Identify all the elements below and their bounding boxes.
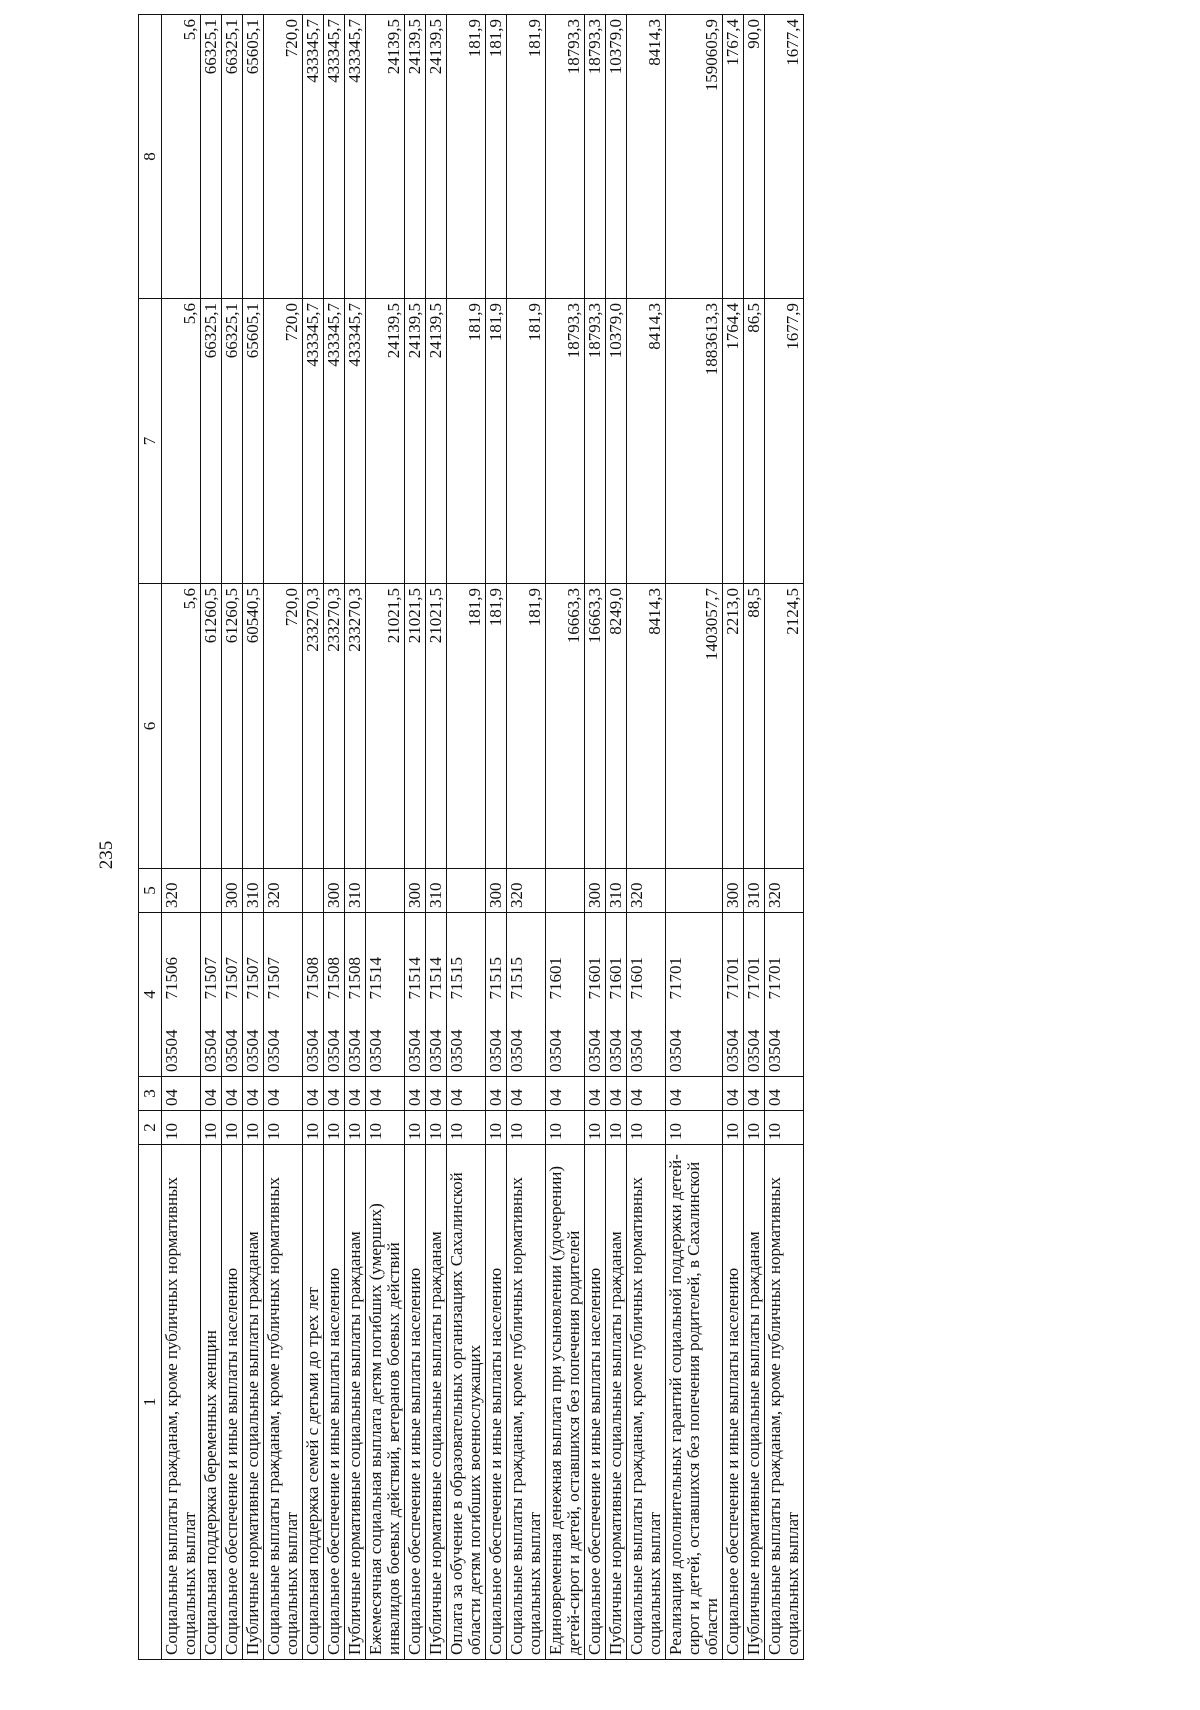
- row-direction-code: 71515: [507, 957, 526, 1000]
- row-target-article: [303, 913, 324, 1077]
- table-row: [627, 15, 666, 1660]
- row-amount-col7: 5,6: [162, 299, 201, 584]
- row-amount-col8: 24139,5: [366, 15, 405, 299]
- row-direction-code: 71507: [201, 957, 220, 1000]
- row-amount-col6: 2124,5: [765, 584, 804, 869]
- row-amount-col6: 233270,3: [345, 584, 366, 869]
- row-name: Социальная поддержка семей с детьми до трех лет: [303, 1145, 324, 1660]
- row-subsection: 04: [507, 1077, 546, 1111]
- row-amount-col6: 181,9: [447, 584, 486, 869]
- row-amount-col8: 1767,4: [723, 15, 744, 299]
- table-row: [447, 15, 486, 1660]
- header-col-5: 5: [139, 869, 162, 913]
- row-target-article: [546, 913, 585, 1077]
- row-target-article: [507, 913, 546, 1077]
- row-name: Публичные нормативные социальные выплаты гражданам: [744, 1145, 765, 1660]
- row-program-code: 03504: [447, 1029, 466, 1072]
- row-amount-col8: 66325,1: [222, 15, 243, 299]
- row-subsection: 04: [447, 1077, 486, 1111]
- row-expense-type: 310: [345, 869, 366, 913]
- row-amount-col8: 720,0: [264, 15, 303, 299]
- row-direction-code: 71508: [303, 957, 322, 1000]
- row-subsection: 04: [486, 1077, 507, 1111]
- row-subsection: 04: [627, 1077, 666, 1111]
- row-target-article: [366, 913, 405, 1077]
- row-program-code: 03504: [201, 1029, 220, 1072]
- row-program-code: 03504: [486, 1029, 505, 1072]
- row-expense-type: 320: [264, 869, 303, 913]
- row-program-code: 03504: [585, 1029, 604, 1072]
- budget-table: [138, 14, 804, 1660]
- header-col-2: 2: [139, 1111, 162, 1145]
- row-section: 10: [405, 1111, 426, 1145]
- table-body: [162, 15, 804, 1660]
- row-subsection: 04: [264, 1077, 303, 1111]
- row-expense-type: [447, 869, 486, 913]
- row-amount-col7: 8414,3: [627, 299, 666, 584]
- row-target-article: [723, 913, 744, 1077]
- row-section: 10: [324, 1111, 345, 1145]
- row-target-article: [345, 913, 366, 1077]
- header-col-3: 3: [139, 1077, 162, 1111]
- table-row: [405, 15, 426, 1660]
- table-row: [366, 15, 405, 1660]
- row-subsection: 04: [366, 1077, 405, 1111]
- row-amount-col8: 18793,3: [546, 15, 585, 299]
- row-amount-col6: 181,9: [486, 584, 507, 869]
- row-amount-col8: 181,9: [486, 15, 507, 299]
- row-target-article: [162, 913, 201, 1077]
- row-expense-type: [366, 869, 405, 913]
- row-amount-col6: 21021,5: [405, 584, 426, 869]
- row-program-code: 03504: [507, 1029, 526, 1072]
- row-section: 10: [507, 1111, 546, 1145]
- row-amount-col6: 233270,3: [303, 584, 324, 869]
- row-section: 10: [447, 1111, 486, 1145]
- row-direction-code: 71601: [606, 957, 625, 1000]
- table-row: [222, 15, 243, 1660]
- row-program-code: 03504: [744, 1029, 763, 1072]
- row-amount-col8: 90,0: [744, 15, 765, 299]
- table-row: [744, 15, 765, 1660]
- row-amount-col7: 181,9: [486, 299, 507, 584]
- row-amount-col8: 433345,7: [345, 15, 366, 299]
- row-subsection: 04: [222, 1077, 243, 1111]
- row-amount-col7: 18793,3: [546, 299, 585, 584]
- row-amount-col7: 181,9: [447, 299, 486, 584]
- row-amount-col8: 433345,7: [324, 15, 345, 299]
- row-name: Социальное обеспечение и иные выплаты населению: [486, 1145, 507, 1660]
- row-target-article: [666, 913, 723, 1077]
- row-name: Социальное обеспечение и иные выплаты населению: [222, 1145, 243, 1660]
- row-program-code: 03504: [765, 1029, 784, 1072]
- row-amount-col8: 65605,1: [243, 15, 264, 299]
- row-amount-col8: 8414,3: [627, 15, 666, 299]
- row-section: 10: [606, 1111, 627, 1145]
- table-row: [666, 15, 723, 1660]
- row-amount-col8: 10379,0: [606, 15, 627, 299]
- row-expense-type: 300: [324, 869, 345, 913]
- row-name: Социальное обеспечение и иные выплаты населению: [324, 1145, 345, 1660]
- row-direction-code: 71507: [222, 957, 241, 1000]
- row-expense-type: 320: [765, 869, 804, 913]
- row-expense-type: [201, 869, 222, 913]
- row-amount-col6: 2213,0: [723, 584, 744, 869]
- table-row: [162, 15, 201, 1660]
- row-name: Публичные нормативные социальные выплаты гражданам: [606, 1145, 627, 1660]
- row-section: 10: [765, 1111, 804, 1145]
- row-target-article: [426, 913, 447, 1077]
- row-amount-col8: 18793,3: [585, 15, 606, 299]
- table-row: [243, 15, 264, 1660]
- row-direction-code: 71508: [324, 957, 343, 1000]
- row-amount-col8: 24139,5: [405, 15, 426, 299]
- table-row: [507, 15, 546, 1660]
- row-amount-col6: 61260,5: [201, 584, 222, 869]
- row-direction-code: 71515: [447, 957, 466, 1000]
- row-amount-col8: 5,6: [162, 15, 201, 299]
- header-col-4: 4: [139, 913, 162, 1077]
- row-expense-type: 300: [585, 869, 606, 913]
- table-header-row: [139, 15, 162, 1660]
- table-row: [264, 15, 303, 1660]
- row-name: Социальная поддержка беременных женщин: [201, 1145, 222, 1660]
- row-amount-col7: 24139,5: [366, 299, 405, 584]
- row-section: 10: [426, 1111, 447, 1145]
- row-section: 10: [366, 1111, 405, 1145]
- row-program-code: 03504: [303, 1029, 322, 1072]
- row-amount-col6: 8414,3: [627, 584, 666, 869]
- row-amount-col6: 720,0: [264, 584, 303, 869]
- row-expense-type: [546, 869, 585, 913]
- row-amount-col7: 1677,9: [765, 299, 804, 584]
- row-section: 10: [345, 1111, 366, 1145]
- table-row: [606, 15, 627, 1660]
- row-subsection: 04: [765, 1077, 804, 1111]
- row-program-code: 03504: [324, 1029, 343, 1072]
- row-amount-col6: 16663,3: [585, 584, 606, 869]
- row-expense-type: 310: [426, 869, 447, 913]
- row-amount-col6: 1403057,7: [666, 584, 723, 869]
- row-subsection: 04: [585, 1077, 606, 1111]
- row-target-article: [243, 913, 264, 1077]
- row-direction-code: 71601: [627, 957, 646, 1000]
- row-amount-col8: 433345,7: [303, 15, 324, 299]
- row-expense-type: 310: [744, 869, 765, 913]
- row-name: Социальные выплаты гражданам, кроме публичных нормативных социальных выплат: [162, 1145, 201, 1660]
- row-amount-col8: 1677,4: [765, 15, 804, 299]
- row-program-code: 03504: [366, 1029, 385, 1072]
- row-amount-col7: 1764,4: [723, 299, 744, 584]
- row-program-code: 03504: [264, 1029, 283, 1072]
- row-name: Социальные выплаты гражданам, кроме публичных нормативных социальных выплат: [264, 1145, 303, 1660]
- row-program-code: 03504: [606, 1029, 625, 1072]
- row-program-code: 03504: [222, 1029, 241, 1072]
- row-name: Оплата за обучение в образовательных организациях Сахалинской области детям погибших военнослужащих: [447, 1145, 486, 1660]
- row-target-article: [585, 913, 606, 1077]
- row-expense-type: 300: [486, 869, 507, 913]
- row-target-article: [222, 913, 243, 1077]
- row-section: 10: [243, 1111, 264, 1145]
- row-direction-code: 71515: [486, 957, 505, 1000]
- row-amount-col6: 233270,3: [324, 584, 345, 869]
- table-row: [303, 15, 324, 1660]
- row-direction-code: 71601: [546, 957, 565, 1000]
- row-amount-col7: 10379,0: [606, 299, 627, 584]
- row-amount-col7: 65605,1: [243, 299, 264, 584]
- row-target-article: [627, 913, 666, 1077]
- row-direction-code: 71514: [405, 957, 424, 1000]
- row-subsection: 04: [201, 1077, 222, 1111]
- row-direction-code: 71506: [162, 957, 181, 1000]
- row-name: Социальные выплаты гражданам, кроме публичных нормативных социальных выплат: [627, 1145, 666, 1660]
- row-amount-col6: 8249,0: [606, 584, 627, 869]
- row-direction-code: 71701: [666, 957, 685, 1000]
- row-section: 10: [162, 1111, 201, 1145]
- row-subsection: 04: [303, 1077, 324, 1111]
- row-direction-code: 71701: [765, 957, 784, 1000]
- row-direction-code: 71507: [264, 957, 283, 1000]
- row-amount-col7: 433345,7: [345, 299, 366, 584]
- header-col-7: 7: [139, 299, 162, 584]
- row-expense-type: 320: [627, 869, 666, 913]
- table-row: [345, 15, 366, 1660]
- row-expense-type: 300: [405, 869, 426, 913]
- row-amount-col6: 181,9: [507, 584, 546, 869]
- row-expense-type: 300: [723, 869, 744, 913]
- row-target-article: [486, 913, 507, 1077]
- row-subsection: 04: [744, 1077, 765, 1111]
- row-name: Единовременная денежная выплата при усыновлении (удочерении) детей-сирот и детей, оставшихся без попечения родителей: [546, 1145, 585, 1660]
- row-direction-code: 71514: [366, 957, 385, 1000]
- row-subsection: 04: [324, 1077, 345, 1111]
- row-expense-type: [666, 869, 723, 913]
- row-expense-type: 320: [162, 869, 201, 913]
- row-section: 10: [201, 1111, 222, 1145]
- row-name: Социальные выплаты гражданам, кроме публичных нормативных социальных выплат: [507, 1145, 546, 1660]
- row-direction-code: 71701: [723, 957, 742, 1000]
- row-subsection: 04: [546, 1077, 585, 1111]
- row-amount-col6: 21021,5: [426, 584, 447, 869]
- row-direction-code: 71701: [744, 957, 763, 1000]
- row-amount-col8: 24139,5: [426, 15, 447, 299]
- row-subsection: 04: [405, 1077, 426, 1111]
- row-direction-code: 71514: [426, 957, 445, 1000]
- row-program-code: 03504: [345, 1029, 364, 1072]
- row-section: 10: [744, 1111, 765, 1145]
- row-name: Публичные нормативные социальные выплаты гражданам: [243, 1145, 264, 1660]
- row-amount-col6: 5,6: [162, 584, 201, 869]
- row-section: 10: [627, 1111, 666, 1145]
- table-row: [765, 15, 804, 1660]
- table-row: [723, 15, 744, 1660]
- row-amount-col8: 66325,1: [201, 15, 222, 299]
- row-expense-type: 300: [222, 869, 243, 913]
- row-target-article: [264, 913, 303, 1077]
- row-expense-type: 320: [507, 869, 546, 913]
- row-target-article: [324, 913, 345, 1077]
- row-amount-col6: 61260,5: [222, 584, 243, 869]
- row-name: Ежемесячная социальная выплата детям погибших (умерших) инвалидов боевых действий, ветеранов боевых действий: [366, 1145, 405, 1660]
- row-subsection: 04: [723, 1077, 744, 1111]
- row-amount-col7: 24139,5: [426, 299, 447, 584]
- row-amount-col7: 86,5: [744, 299, 765, 584]
- table-row: [324, 15, 345, 1660]
- row-target-article: [606, 913, 627, 1077]
- row-subsection: 04: [666, 1077, 723, 1111]
- row-section: 10: [546, 1111, 585, 1145]
- row-amount-col7: 433345,7: [303, 299, 324, 584]
- row-amount-col8: 181,9: [447, 15, 486, 299]
- row-target-article: [744, 913, 765, 1077]
- row-section: 10: [585, 1111, 606, 1145]
- row-subsection: 04: [426, 1077, 447, 1111]
- row-amount-col7: 24139,5: [405, 299, 426, 584]
- row-program-code: 03504: [405, 1029, 424, 1072]
- row-section: 10: [486, 1111, 507, 1145]
- row-target-article: [405, 913, 426, 1077]
- header-col-6: 6: [139, 584, 162, 869]
- table-row: [486, 15, 507, 1660]
- row-program-code: 03504: [723, 1029, 742, 1072]
- header-col-1: 1: [139, 1145, 162, 1660]
- row-section: 10: [264, 1111, 303, 1145]
- page-number: 235: [96, 840, 117, 870]
- row-target-article: [447, 913, 486, 1077]
- table-row: [546, 15, 585, 1660]
- row-subsection: 04: [243, 1077, 264, 1111]
- table-row: [585, 15, 606, 1660]
- row-section: 10: [666, 1111, 723, 1145]
- row-program-code: 03504: [426, 1029, 445, 1072]
- row-name: Реализация дополнительных гарантий социальной поддержки детей-сирот и детей, оставшихся без попечения родителей, в Сахалинской области: [666, 1145, 723, 1660]
- table-row: [426, 15, 447, 1660]
- row-amount-col7: 18793,3: [585, 299, 606, 584]
- row-name: Социальное обеспечение и иные выплаты населению: [723, 1145, 744, 1660]
- row-subsection: 04: [345, 1077, 366, 1111]
- row-expense-type: [303, 869, 324, 913]
- row-program-code: 03504: [627, 1029, 646, 1072]
- row-amount-col7: 1883613,3: [666, 299, 723, 584]
- row-name: Социальные выплаты гражданам, кроме публичных нормативных социальных выплат: [765, 1145, 804, 1660]
- row-amount-col6: 60540,5: [243, 584, 264, 869]
- row-target-article: [765, 913, 804, 1077]
- row-amount-col6: 21021,5: [366, 584, 405, 869]
- header-col-8: 8: [139, 15, 162, 299]
- row-program-code: 03504: [162, 1029, 181, 1072]
- row-program-code: 03504: [546, 1029, 565, 1072]
- row-amount-col7: 720,0: [264, 299, 303, 584]
- row-amount-col7: 181,9: [507, 299, 546, 584]
- row-section: 10: [303, 1111, 324, 1145]
- row-section: 10: [723, 1111, 744, 1145]
- row-direction-code: 71507: [243, 957, 262, 1000]
- row-name: Публичные нормативные социальные выплаты гражданам: [345, 1145, 366, 1660]
- row-direction-code: 71601: [585, 957, 604, 1000]
- row-target-article: [201, 913, 222, 1077]
- row-expense-type: 310: [606, 869, 627, 913]
- row-amount-col8: 181,9: [507, 15, 546, 299]
- row-amount-col7: 66325,1: [222, 299, 243, 584]
- row-program-code: 03504: [243, 1029, 262, 1072]
- table-row: [201, 15, 222, 1660]
- row-name: Публичные нормативные социальные выплаты гражданам: [426, 1145, 447, 1660]
- row-name: Социальное обеспечение и иные выплаты населению: [585, 1145, 606, 1660]
- row-subsection: 04: [162, 1077, 201, 1111]
- row-amount-col6: 16663,3: [546, 584, 585, 869]
- row-program-code: 03504: [666, 1029, 685, 1072]
- row-amount-col7: 66325,1: [201, 299, 222, 584]
- row-amount-col6: 88,5: [744, 584, 765, 869]
- row-name: Социальное обеспечение и иные выплаты населению: [405, 1145, 426, 1660]
- row-section: 10: [222, 1111, 243, 1145]
- row-amount-col8: 1590605,9: [666, 15, 723, 299]
- row-expense-type: 310: [243, 869, 264, 913]
- row-amount-col7: 433345,7: [324, 299, 345, 584]
- row-direction-code: 71508: [345, 957, 364, 1000]
- row-subsection: 04: [606, 1077, 627, 1111]
